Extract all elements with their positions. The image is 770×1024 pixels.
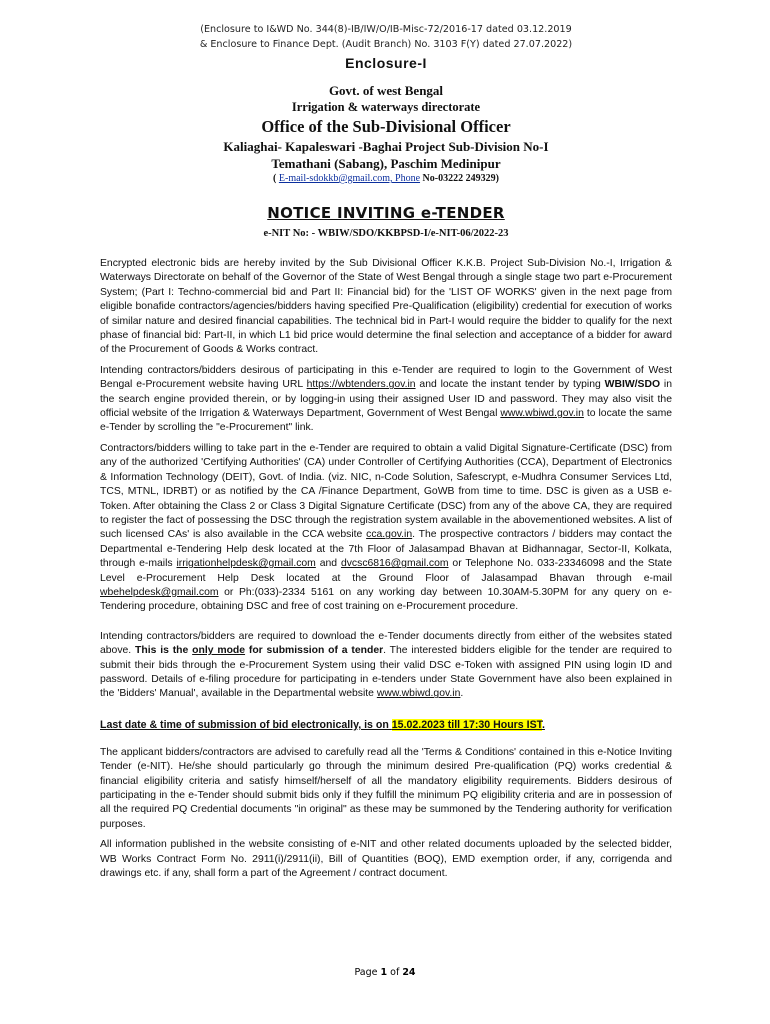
last-date-text: Last date & time of submission of bid electronically, is on: [100, 718, 392, 731]
paragraph-invitation: Encrypted electronic bids are hereby invited by the Sub Divisional Officer K.K.B. Project Sub-Division No.-I, Irrigation & Waterways Directorate on behalf of the Governor of the State of West Bengal through a single stage two part e-Procurement System; (Part I: Techno-commercial bid and Part II: Financial bid) for the 'LIST OF WORKS' given in the next page from eligible bonafide contractors/agencies/bidders having specified Pre-Qualification (eligibility) credential for execution of works of similar nature and desired financial capabilities. The technical bid in Part-I would require the bidder to qualify for the next phase of financial bid: Part-II, in which L1 bid price would determine the final selection and acceptance of a bidder for award of the Procurement of Goods & Works contract.: [100, 258, 672, 356]
p2-text-d: to locate the same e-Tender by scrolling the "e-Procurement" link.: [100, 408, 672, 434]
search-keyword: WBIW/SDO: [604, 379, 661, 391]
last-date-highlight: 15.02.2023 till 17:30 Hours IST: [391, 718, 542, 731]
p3-and: and: [315, 558, 341, 570]
paragraph-download: [100, 630, 672, 702]
helpdesk-email-2[interactable]: dvcsc6816@gmail.com: [340, 558, 449, 570]
govt-name: Govt. of west Bengal: [328, 83, 444, 98]
directorate-name: Irrigation & waterways directorate: [291, 100, 481, 114]
wbtenders-link[interactable]: https://wbtenders.gov.in: [306, 379, 416, 391]
page-footer: [0, 967, 770, 978]
enclosure-title: Enclosure-I: [345, 55, 427, 71]
helpdesk-email-1[interactable]: irrigationhelpdesk@gmail.com: [176, 558, 316, 570]
last-date-end: .: [541, 718, 545, 731]
enclosure-ref-line-2: & Enclosure to Finance Dept. (Audit Branch) No. 3103 F(Y) dated 27.07.2022): [199, 39, 573, 50]
helpdesk-email-3[interactable]: wbehelpdesk@gmail.com: [100, 586, 219, 598]
enclosure-ref-line-1: (Enclosure to I&WD No. 344(8)-IB/IW/O/IB-Misc-72/2016-17 dated 03.12.2019: [200, 24, 572, 35]
p2-text-c: in the search engine provided therein, or by logging-in using their assigned User ID and password. They may also visit the official website of the Irrigation & Waterways Department, Government of West Bengal: [100, 379, 672, 420]
paragraph-information: All information published in the website consisting of e-NIT and other related documents uploaded by the selected bidder, WB Works Contract Form No. 2911(i)/2911(ii), Bill of Quantities (BOQ), EMD exemption order, if any, corrigenda and drawings etc. if any, shall form a part of the Agreement / contract document.: [100, 839, 672, 880]
p2-text-b: and locate the instant tender by typing: [415, 379, 605, 391]
contact-line: [100, 172, 672, 186]
page-total: 24: [402, 967, 416, 978]
p4-text-a: Intending contractors/bidders are required to download the e-Tender documents directly from either of the websites stated above.: [100, 630, 672, 657]
contact-close: ): [495, 173, 499, 184]
phone-number: No-03222 249329: [420, 173, 496, 184]
p4-text-c: .: [460, 688, 464, 700]
contact-open: (: [273, 173, 279, 184]
p2-text-a: Intending contractors/bidders desirous of participating in this e-Tender are required to login to the Government of West Bengal e-Procurement website having URL: [100, 364, 672, 391]
page-word: Page: [354, 967, 381, 978]
paragraph-login: [100, 364, 672, 436]
project-name: Kaliaghai- Kapaleswari -Baghai Project Sub-Division No-I: [223, 139, 549, 154]
office-name: Office of the Sub-Divisional Officer: [261, 117, 511, 136]
wbiwd-link[interactable]: www.wbiwd.gov.in: [500, 408, 584, 420]
p4-text-b: . The interested bidders eligible for the tender are required to submit their bids through the e-Procurement System using their valid DSC e-Token with assigned PIN using login ID and password. Details of e-filing procedure for participating in e-tenders under State Government have also been explained in the 'Bidders' Manual', available in the Departmental website: [100, 645, 672, 700]
p3-text-c: or Telephone No. 033-23346098 and the State Level e-Procurement Help Desk located at the Ground Floor of Jalasampad Bhavan through e-mail: [100, 558, 672, 584]
p4-only-mode: only mode: [192, 645, 246, 657]
cca-link[interactable]: cca.gov.in: [366, 529, 413, 541]
p3-text-b: . The prospective contractors / bidders may contact the Departmental e-Tendering Help desk located at the 7th Floor of Jalasampad Bhavan at Bidhannagar, Sector-II, Kolkata, through e-mails: [100, 529, 672, 570]
email-link[interactable]: E-mail-sdokkb@gmail.com, Phone: [278, 173, 421, 184]
paragraph-dsc: [100, 442, 672, 615]
p3-text-a: Contractors/bidders willing to take part in the e-Tender are required to obtain a valid Digital Signature-Certificate (DSC) from any of the authorized 'Certifying Authorities' (CA) under Controller of Certifying Authorities (CCA), Department of Electronics & Information Technology (DEIT), Govt. of India. (viz. NIC, n-Code Solution, Safescrypt, e-Mudhra Consumer Services Ltd, TCS, MTNL, IDRBT) or as notified by the CA /Finance Department, GoWB from time to time. DSC is given as a USB e-Token. After obtaining the Class 2 or Class 3 Digital Signature Certificate (DSC) from any of the above CA, they are required to register the fact of possessing the DSC through the registration system available in the abovementioned websites. A list of such licensed CAs' is also available in the CCA website: [100, 442, 672, 541]
page-number: 1: [380, 967, 388, 978]
paragraph-terms: The applicant bidders/contractors are advised to carefully read all the 'Terms & Conditions' contained in this e-Notice Inviting Tender (e-NIT). He/she should particularly go through the minimum desired Pre-qualification (PQ) works credential & financial eligibility criteria and satisfy himself/herself of all the mandatory eligibility requirements. Bidders desirous of participating in the e-Tender should submit bids only if they fulfill the minimum PQ eligibility criteria and are in possession of all the required PQ Credential documents "in original" as these may be summoned by the Tendering authority for verification purposes.: [100, 746, 672, 830]
wbiwd-link-2[interactable]: www.wbiwd.gov.in: [376, 688, 461, 700]
enit-number: e-NIT No: - WBIW/SDO/KKBPSD-I/e-NIT-06/2022-23: [263, 228, 509, 239]
p4-bold-1: This is the: [135, 645, 193, 657]
office-address: Temathani (Sabang), Paschim Medinipur: [271, 156, 501, 171]
p3-text-d: or Ph:(033)-2334 5161 on any working day between 10.30AM-5.30PM for any query on e-Tendering procedure, obtaining DSC and free of cost training on e-Procurement procedure.: [100, 586, 672, 613]
notice-title: NOTICE INVITING e-TENDER: [267, 204, 505, 222]
enclosure-reference: [100, 22, 672, 52]
p4-bold-2: for submission of a tender: [245, 645, 384, 657]
last-date-line: [100, 719, 672, 731]
of-word: of: [387, 967, 403, 978]
